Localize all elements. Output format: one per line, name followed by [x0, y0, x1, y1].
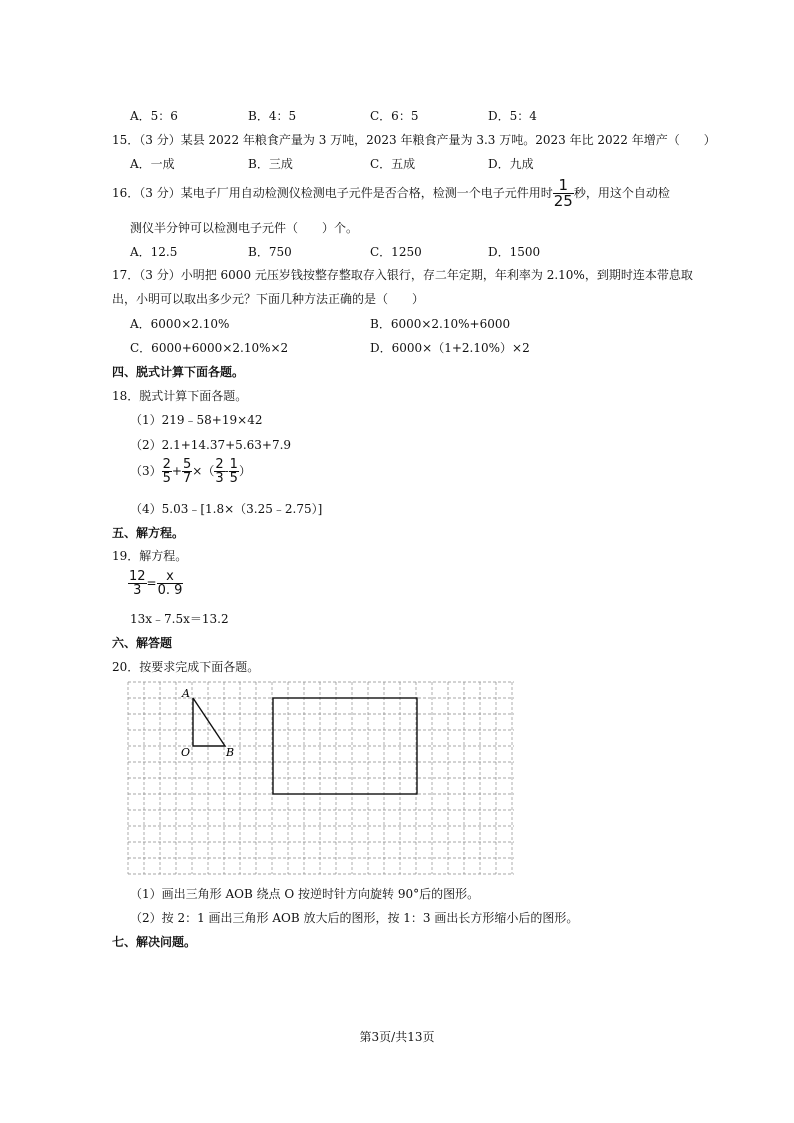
- q18-frac-4-den: 5: [229, 471, 238, 486]
- q18-frac-2-num: 5: [182, 457, 192, 472]
- grid-lines: [128, 682, 514, 874]
- q16-stem-before: 16．（3 分）某电子厂用自动检测仪检测电子元件是否合格，检测一个电子元件用时: [112, 186, 553, 200]
- q18-frac-4-num: 1: [229, 457, 238, 472]
- q19-eq1-equals: =: [146, 576, 157, 590]
- q19-eq1-left-num: 12: [129, 569, 146, 584]
- q18-op-minus: -: [224, 464, 229, 478]
- q18-close-paren: ）: [238, 464, 251, 478]
- q18-stem: 18．脱式计算下面各题。: [112, 389, 248, 403]
- q16-option-b: B．750: [248, 245, 292, 259]
- q19-equation-2: 13x﹣7.5x＝13.2: [130, 612, 229, 626]
- triangle-aob: [193, 698, 225, 746]
- section-4-title: 四、脱式计算下面各题。: [112, 365, 245, 379]
- q15-option-c: C．五成: [370, 157, 416, 171]
- q20-grid-figure: [127, 681, 515, 875]
- q16-fraction: [553, 178, 574, 209]
- q18-frac-2-den: 7: [182, 471, 192, 486]
- q19-eq1-right-den: 0. 9: [157, 583, 183, 598]
- q20-stem: 20．按要求完成下面各题。: [112, 660, 260, 674]
- q18-item-1: （1）219﹣58+19×42: [130, 413, 263, 427]
- point-o-label: O: [181, 746, 191, 759]
- q17-stem-line1: 17．（3 分）小明把 6000 元压岁钱按整存整取存入银行，存二年定期，年利率为 2.10%，到期时连本带息取: [112, 268, 693, 282]
- q19-eq1-right-num: x: [157, 570, 184, 584]
- q18-item-3-prefix: （3）: [130, 464, 162, 478]
- q18-item-2: （2）2.1+14.37+5.63+7.9: [130, 438, 292, 452]
- q14-option-d: D．5：4: [488, 109, 537, 123]
- q18-op-times: ×（: [192, 464, 215, 478]
- q18-item-4: （4）5.03﹣[1.8×（3.25﹣2.75）]: [130, 502, 323, 516]
- q16-frac-den: 25: [553, 192, 573, 210]
- q17-option-b: B．6000×2.10%+6000: [370, 317, 511, 331]
- q18-frac-3-num: 2: [215, 457, 224, 472]
- q14-option-b: B．4：5: [248, 109, 297, 123]
- q18-op-plus: +: [171, 464, 182, 478]
- q16-stem-line2: 测仪半分钟可以检测电子元件（ ）个。: [130, 221, 359, 235]
- section-7-title: 七、解决问题。: [112, 935, 197, 949]
- q18-frac-2: [182, 458, 192, 485]
- q19-eq1-left-den: 3: [133, 583, 142, 598]
- q19-equation-1: [128, 570, 183, 597]
- point-a-label: A: [182, 687, 190, 700]
- q18-item-3: [130, 458, 251, 485]
- q15-option-d: D．九成: [488, 157, 534, 171]
- point-b-label: B: [226, 746, 235, 759]
- q20-sub-1: （1）画出三角形 AOB 绕点 O 按逆时针方向旋转 90°后的图形。: [130, 887, 480, 901]
- q18-frac-1-num: 2: [162, 457, 171, 472]
- section-6-title: 六、解答题: [112, 636, 173, 650]
- q16-option-a: A．12.5: [130, 245, 178, 259]
- q16-stem: [112, 178, 670, 209]
- section-5-title: 五、解方程。: [112, 526, 185, 540]
- q17-option-c: C．6000+6000×2.10%×2: [130, 341, 289, 355]
- q15-option-a: A．一成: [130, 157, 175, 171]
- q16-option-c: C．1250: [370, 245, 422, 259]
- q17-option-d: D．6000×（1+2.10%）×2: [370, 341, 530, 355]
- q18-frac-3: [214, 458, 224, 485]
- q14-option-c: C．6：5: [370, 109, 419, 123]
- q17-option-a: A．6000×2.10%: [130, 317, 230, 331]
- q18-frac-4: [229, 458, 239, 485]
- q16-frac-num: 1: [553, 178, 574, 194]
- q19-eq1-left: [128, 570, 147, 597]
- q19-stem: 19．解方程。: [112, 549, 188, 563]
- q17-stem-line2: 出，小明可以取出多少元？下面几种方法正确的是（ ）: [112, 292, 425, 306]
- q18-frac-1: [162, 458, 172, 485]
- q16-option-d: D．1500: [488, 245, 541, 259]
- q14-option-a: A．5：6: [130, 109, 178, 123]
- q16-stem-after: 秒，用这个自动检: [573, 186, 670, 200]
- q15-option-b: B．三成: [248, 157, 293, 171]
- page-footer: 第3页/共13页: [359, 1030, 435, 1044]
- q15-stem: 15．（3 分）某县 2022 年粮食产量为 3 万吨，2023 年粮食产量为 3.3 万吨。2023 年比 2022 年增产（ ）: [112, 133, 716, 147]
- q18-frac-3-den: 3: [215, 471, 224, 486]
- q19-eq1-right: [157, 570, 184, 597]
- q20-sub-2: （2）按 2：1 画出三角形 AOB 放大后的图形，按 1：3 画出长方形缩小后的图形。: [130, 911, 579, 925]
- q18-frac-1-den: 5: [162, 471, 171, 486]
